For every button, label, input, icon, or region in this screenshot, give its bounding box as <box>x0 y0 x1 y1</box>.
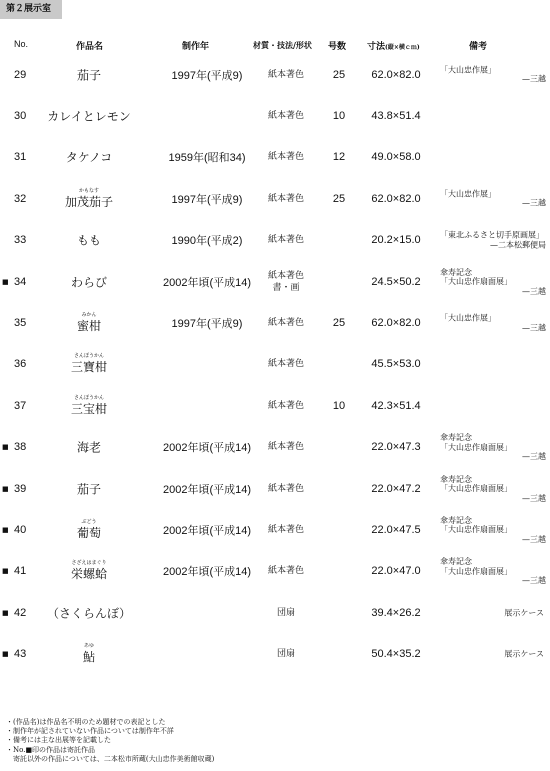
artwork-note <box>440 474 546 503</box>
header-size-unit: (縦×横ｃｍ) <box>385 44 420 51</box>
title-text: タケノコ <box>65 150 113 165</box>
note-line: 「大山忠作扇面展」 <box>440 276 512 286</box>
table-row <box>0 592 550 633</box>
row-number: 30 <box>14 110 27 123</box>
title-text: 鮎 <box>82 650 95 665</box>
artwork-material <box>256 483 316 495</box>
footnote-line: ・No.■印の作品は寄託作品 <box>6 745 96 754</box>
note-line: 展示ケース <box>504 608 544 618</box>
material-line: 紙本著色 <box>267 111 304 122</box>
artwork-title <box>34 149 144 166</box>
note-line: 傘寿記念 <box>440 267 472 277</box>
artwork-canvas-number: 25 <box>332 317 346 330</box>
artwork-title <box>34 188 144 210</box>
title-ruby: かもなす <box>78 187 99 194</box>
header-material: 材質・技法/形状 <box>253 40 312 50</box>
artwork-note <box>440 314 546 333</box>
artwork-note <box>440 516 546 545</box>
row-number: 29 <box>14 68 27 81</box>
note-line: —三越 <box>522 576 546 586</box>
row-number: 41 <box>14 565 27 578</box>
row-number: 35 <box>14 317 27 330</box>
footnote-line: 寄託以外の作品については、二本松市所蔵(大山忠作美術館収蔵) <box>6 754 215 763</box>
artwork-material <box>256 234 316 246</box>
table-row <box>0 468 550 509</box>
material-line: 書・画 <box>272 282 300 293</box>
note-line: —三越 <box>522 451 546 461</box>
artwork-title <box>34 66 144 83</box>
artwork-size: 24.5×50.2 <box>371 275 421 288</box>
artwork-title <box>34 439 144 456</box>
artwork-year: 2002年頃(平成14) <box>162 524 252 537</box>
row-number: 42 <box>14 606 27 619</box>
artwork-year: 1959年(昭和34) <box>168 152 246 165</box>
deposit-marker: ■ <box>2 650 9 659</box>
artwork-material <box>256 110 316 122</box>
artwork-material <box>256 270 316 294</box>
row-number: 33 <box>14 234 27 247</box>
artwork-material <box>256 524 316 536</box>
title-ruby: さんぽうかん <box>73 394 104 401</box>
title-text: 茄子 <box>76 68 101 83</box>
artwork-canvas-number: 10 <box>332 110 346 123</box>
table-row <box>0 137 550 178</box>
table-row <box>0 509 550 550</box>
title-text: もも <box>76 233 101 248</box>
artwork-material <box>256 607 316 619</box>
row-number: 31 <box>14 151 27 164</box>
footnote-line: ・(作品名)は作品名不明のため題材での表記とした <box>6 718 166 726</box>
note-line: 傘寿記念 <box>440 557 472 567</box>
artwork-title <box>34 560 144 582</box>
header-title: 作品名 <box>76 42 104 52</box>
artwork-size: 43.8×51.4 <box>371 110 421 123</box>
note-line: 「東北ふるさと切手原画展」 <box>440 230 544 240</box>
table-row <box>0 633 550 674</box>
footnotes <box>6 718 214 764</box>
artwork-year: 1997年(平成9) <box>171 69 243 82</box>
row-number: 40 <box>14 523 27 536</box>
deposit-marker: ■ <box>2 277 9 286</box>
note-line: 「大山忠作展」 <box>440 65 496 75</box>
row-number: 39 <box>14 482 27 495</box>
title-ruby: ぶどう <box>81 518 97 525</box>
artwork-year: 2002年頃(平成14) <box>162 442 252 455</box>
row-number: 32 <box>14 192 27 205</box>
artwork-material <box>256 565 316 577</box>
artwork-year: 2002年頃(平成14) <box>162 483 252 496</box>
artwork-material <box>256 151 316 163</box>
title-ruby: みかん <box>81 312 97 319</box>
artwork-year: 1990年(平成2) <box>171 235 243 248</box>
artwork-material <box>256 69 316 81</box>
title-text: 三寶柑 <box>70 360 107 375</box>
header-size <box>367 39 420 52</box>
material-line: 団扇 <box>276 607 295 618</box>
material-line: 紙本著色 <box>267 270 304 281</box>
artwork-material <box>256 317 316 329</box>
note-line: 「大山忠作扇面展」 <box>440 525 512 535</box>
title-text: 三宝柑 <box>70 401 107 416</box>
artwork-size: 62.0×82.0 <box>371 192 421 205</box>
row-number: 38 <box>14 441 27 454</box>
table-row <box>0 427 550 468</box>
artwork-material <box>256 400 316 412</box>
material-line: 紙本著色 <box>267 193 304 204</box>
note-line: 傘寿記念 <box>440 515 472 525</box>
artwork-year: 2002年頃(平成14) <box>162 566 252 579</box>
artwork-title <box>34 108 144 125</box>
title-text: 加茂茄子 <box>64 194 113 209</box>
title-ruby: さざえはまぐり <box>71 560 107 567</box>
artwork-title <box>34 353 144 375</box>
deposit-marker: ■ <box>2 525 9 534</box>
artwork-size: 50.4×35.2 <box>371 648 421 661</box>
table-row <box>0 220 550 261</box>
note-line: 展示ケース <box>504 649 544 659</box>
table-row <box>0 302 550 343</box>
material-line: 紙本著色 <box>267 318 304 329</box>
artwork-size: 22.0×47.3 <box>371 441 421 454</box>
artwork-title <box>34 643 144 665</box>
artwork-material <box>256 441 316 453</box>
artwork-year: 1997年(平成9) <box>171 318 243 331</box>
artwork-note <box>440 557 546 586</box>
artwork-note <box>440 608 546 618</box>
header-year: 制作年 <box>182 42 210 52</box>
table-row <box>0 344 550 385</box>
deposit-marker: ■ <box>2 608 9 617</box>
artwork-material <box>256 648 316 660</box>
artwork-size: 20.2×15.0 <box>371 234 421 247</box>
note-line: —三越 <box>522 74 546 84</box>
note-line: 「大山忠作扇面展」 <box>440 566 512 576</box>
artwork-size: 62.0×82.0 <box>371 317 421 330</box>
artwork-title <box>34 519 144 541</box>
row-number: 43 <box>14 648 27 661</box>
footnote-line: ・備考には主な出展等を記載した <box>6 736 111 745</box>
artwork-title <box>34 395 144 417</box>
artwork-canvas-number: 25 <box>332 192 346 205</box>
title-text: 蜜柑 <box>76 319 101 334</box>
material-line: 紙本著色 <box>267 69 304 80</box>
title-text: 海老 <box>76 440 101 455</box>
title-text: 栄螺蛤 <box>70 567 107 582</box>
table-row <box>0 95 550 136</box>
row-number: 36 <box>14 358 27 371</box>
header-number: 号数 <box>328 42 347 52</box>
table-row <box>0 178 550 219</box>
artwork-size: 22.0×47.5 <box>371 523 421 536</box>
note-line: 傘寿記念 <box>440 474 472 484</box>
artwork-size: 49.0×58.0 <box>371 151 421 164</box>
note-line: 「大山忠作扇面展」 <box>440 442 512 452</box>
table-row <box>0 261 550 302</box>
artwork-note <box>440 433 546 462</box>
artwork-year: 2002年頃(平成14) <box>162 276 252 289</box>
room-title: 第２展示室 <box>0 0 62 19</box>
material-line: 紙本著色 <box>267 359 304 370</box>
material-line: 紙本著色 <box>267 235 304 246</box>
note-line: —三越 <box>522 493 546 503</box>
artwork-year: 1997年(平成9) <box>171 193 243 206</box>
artwork-size: 62.0×82.0 <box>371 68 421 81</box>
title-ruby: あゆ <box>83 643 94 650</box>
deposit-marker: ■ <box>2 484 9 493</box>
artwork-title <box>34 604 144 621</box>
table-row <box>0 551 550 592</box>
footnote-line: ・制作年が記されていない作品については制作年不詳 <box>6 727 174 736</box>
artwork-note <box>440 649 546 659</box>
artwork-canvas-number: 12 <box>332 151 346 164</box>
material-line: 紙本著色 <box>267 152 304 163</box>
header-no: No. <box>14 39 29 49</box>
material-line: 紙本著色 <box>267 442 304 453</box>
artwork-note <box>440 65 546 84</box>
header-note: 備考 <box>469 42 488 52</box>
material-line: 紙本著色 <box>267 566 304 577</box>
header-size-label: 寸法 <box>367 42 386 52</box>
artwork-size: 42.3×51.4 <box>371 399 421 412</box>
artwork-note <box>440 189 546 208</box>
artwork-note <box>440 231 546 250</box>
note-line: 傘寿記念 <box>440 432 472 442</box>
table-row <box>0 385 550 426</box>
artwork-material <box>256 193 316 205</box>
table-row <box>0 54 550 95</box>
note-line: —二本松郵便局 <box>490 240 546 250</box>
artwork-title <box>34 273 144 290</box>
note-line: 「大山忠作扇面展」 <box>440 483 512 493</box>
artwork-size: 45.5×53.0 <box>371 358 421 371</box>
artwork-title <box>34 312 144 334</box>
title-text: 茄子 <box>76 482 101 497</box>
artwork-table <box>0 54 550 675</box>
row-number: 34 <box>14 275 27 288</box>
artwork-canvas-number: 25 <box>332 68 346 81</box>
artwork-title <box>34 480 144 497</box>
note-line: —三越 <box>522 323 546 333</box>
material-line: 紙本著色 <box>267 524 304 535</box>
title-text: わらび <box>70 275 107 290</box>
material-line: 紙本著色 <box>267 400 304 411</box>
title-text: （さくらんぼ） <box>46 606 131 621</box>
artwork-note <box>440 267 546 296</box>
row-number: 37 <box>14 399 27 412</box>
artwork-canvas-number: 10 <box>332 399 346 412</box>
deposit-marker: ■ <box>2 443 9 452</box>
artwork-material <box>256 358 316 370</box>
material-line: 紙本著色 <box>267 483 304 494</box>
note-line: —三越 <box>522 198 546 208</box>
artwork-title <box>34 232 144 249</box>
title-text: カレイとレモン <box>47 109 131 124</box>
title-ruby: さんぽうかん <box>73 353 104 360</box>
artwork-size: 39.4×26.2 <box>371 606 421 619</box>
deposit-marker: ■ <box>2 567 9 576</box>
artwork-size: 22.0×47.0 <box>371 565 421 578</box>
note-line: 「大山忠作展」 <box>440 189 496 199</box>
title-text: 葡萄 <box>76 525 101 540</box>
note-line: —三越 <box>522 534 546 544</box>
note-line: 「大山忠作展」 <box>440 313 496 323</box>
artwork-size: 22.0×47.2 <box>371 482 421 495</box>
note-line: —三越 <box>522 286 546 296</box>
material-line: 団扇 <box>276 649 295 660</box>
